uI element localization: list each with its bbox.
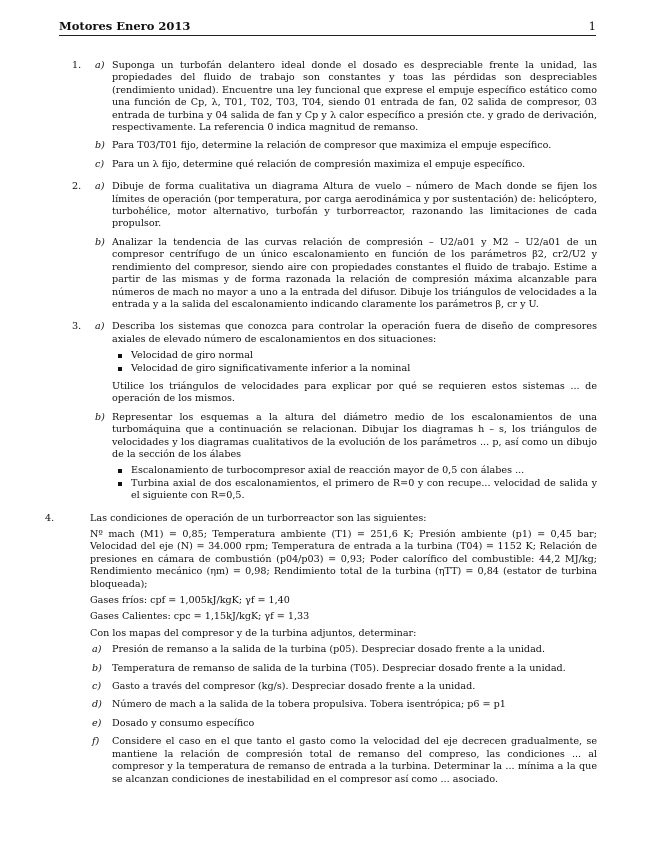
- part-text: Para un λ fijo, determine qué relación de compresión maximiza el empuje específico.: [112, 158, 526, 170]
- problem-number: 3.: [72, 321, 82, 333]
- problem-part: [92, 681, 597, 693]
- part-label: c): [92, 681, 102, 693]
- part-text: Para T03/T01 fijo, determine la relación de compresor que maximiza el empuje específico.: [112, 140, 552, 152]
- problem-4: [45, 512, 597, 786]
- problem-part: [95, 411, 597, 503]
- part-label: b): [92, 662, 102, 674]
- problem-parts: [90, 644, 597, 786]
- problem-number: 2.: [72, 181, 82, 193]
- page-header: [59, 19, 596, 36]
- part-text: Presión de remanso a la salida de la turbina (p05). Despreciar dosado frente a la unidad.: [112, 644, 545, 656]
- problem-part: [92, 699, 597, 711]
- cold-gas-properties: Gases fríos: cpf = 1,005kJ/kgK; γf = 1,40: [90, 595, 290, 607]
- list-item: Turbina axial de dos escalonamientos, el primero de R=0 y con recupe... velocidad de salida y el siguiente con R=0,5.: [118, 478, 597, 503]
- part-label: a): [95, 60, 105, 71]
- part-text: Gasto a través del compresor (kg/s). Despreciar dosado frente a la unidad.: [112, 681, 476, 693]
- part-label: c): [95, 158, 105, 170]
- part-text: Dosado y consumo específico: [112, 717, 255, 729]
- problem-part: [95, 60, 597, 134]
- part-label: b): [95, 236, 105, 248]
- problem-part: [92, 644, 597, 656]
- header-title: Motores Enero 2013: [59, 19, 191, 33]
- part-label: a): [95, 321, 105, 333]
- part-text: Número de mach a la salida de la tobera propulsiva. Tobera isentrópica; p6 = p1: [112, 699, 506, 711]
- problem-part: [95, 181, 597, 231]
- problem-part: [92, 736, 597, 786]
- part-label: d): [92, 699, 102, 711]
- bullet-list: [112, 465, 597, 502]
- maps-instruction: Con los mapas del compresor y de la turbina adjuntos, determinar:: [90, 627, 417, 639]
- list-item: Velocidad de giro normal: [118, 350, 597, 362]
- list-item: Velocidad de giro significativamente inferior a la nominal: [118, 363, 597, 375]
- part-label: a): [95, 181, 105, 193]
- problem-part: [92, 717, 597, 730]
- page-number: 1: [588, 19, 596, 33]
- problem-part: [95, 321, 597, 405]
- part-text: Utilice los triángulos de velocidades para explicar por qué se requieren estos sistemas ... de operación de los mismos.: [112, 380, 597, 405]
- part-text: Temperatura de remanso de salida de la turbina (T05). Despreciar dosado frente a la unidad.: [112, 662, 566, 674]
- problem-1: [59, 60, 597, 171]
- document-body: [45, 60, 597, 796]
- part-label: a): [92, 644, 102, 656]
- part-label: b): [95, 411, 105, 423]
- operating-conditions: Nº mach (M1) = 0,85; Temperatura ambiente (T1) = 251,6 K; Presión ambiente (p1) = 0,45 bar; Velocidad del eje (N) = 34.000 rpm; Temperatura de entrada a la turbina (T04) = 1152 K; Relación de presiones en cámara de combustión (p04/p03) = 0,93; Poder calorífico del combustible: 44,2 MJ/kg; Rendimiento mecánico (ηm) = 0,98; Rendimiento total de la turbina (ηTT) = 0,84 (estator de turbina bloqueada);: [90, 529, 597, 590]
- problem-number: 4.: [45, 512, 55, 524]
- problem-2: [59, 181, 597, 311]
- part-label: e): [92, 717, 102, 729]
- problem-number: 1.: [72, 60, 82, 71]
- hot-gas-properties: Gases Calientes: cpc = 1,15kJ/kgK; γf = 1,33: [90, 611, 310, 623]
- problem-3: [59, 321, 597, 502]
- problem-part: [95, 236, 597, 311]
- problem-part: [95, 140, 597, 152]
- part-label: f): [92, 736, 100, 748]
- part-text: Considere el caso en el que tanto el gasto como la velocidad del eje decrecen gradualmente, se mantiene la relación de compresión total de remanso del compreso, las condiciones ... al compresor y la temperatura de remanso de entrada a la turbina. Determinar la ... mínima a la que se alcanzan condiciones de inestabilidad en el compresor así como ... asociado.: [112, 736, 597, 785]
- bullet-list: [112, 350, 597, 375]
- part-text: Suponga un turbofán delantero ideal donde el dosado es despreciable frente la unidad, las propiedades del fluido de trabajo son constantes y toas las pérdidas son despreciables (rendimiento unidad). Encuentre una ley funcional que exprese el empuje específico estático como una función de Cp, λ, T01, T02, T03, T04, siendo 01 entrada de fan, 02 salida de compresor, 03 entrada de turbina y 04 salida de fan y Cp y λ calor específico a presión cte. y grado de derivación, respectivamente. La referencia 0 indica magnitud de remanso.: [112, 60, 597, 134]
- problem-part: [95, 158, 597, 171]
- problem-part: [92, 662, 597, 675]
- part-label: b): [95, 140, 105, 152]
- part-text: Dibuje de forma cualitativa un diagrama Altura de vuelo – número de Mach donde se fijen los límites de operación (por temperatura, por carga aerodinámica y por sustentación) de: helicóptero, turbohélice, motor alternativo, turbofán y turborreactor, razonando las limitaciones de cada propulsor.: [112, 181, 597, 230]
- list-item: Escalonamiento de turbocompresor axial de reacción mayor de 0,5 con álabes ...: [118, 465, 597, 477]
- problem-intro: Las condiciones de operación de un turborreactor son las siguientes:: [90, 512, 427, 524]
- part-text: Analizar la tendencia de las curvas relación de compresión – U2/a01 y M2 – U2/a01 de un compresor centrífugo de un único escalonamiento en función de los parámetros β2, cr2/U2 y rendimiento del compresor, siendo aire con propiedades constantes el fluido de trabajo. Estime a partir de las mismas y de forma razonada la relación de compresión máxima alcanzable para números de mach no mayor a uno a la entrada del difusor. Dibuje los triángulos de velocidades a la entrada y a la salida del escalonamiento indicando claramente los parámetros β, cr y U.: [112, 236, 597, 310]
- part-text: Representar los esquemas a la altura del diámetro medio de los escalonamientos de una turbomáquina que a continuación se relacionan. Dibujar los diagramas h – s, los triángulos de velocidades y los diagramas cualitativos de la evolución de los parámetros ... p, así como un dibujo de la sección de los álabes: [112, 411, 597, 460]
- part-text: Describa los sistemas que conozca para controlar la operación fuera de diseño de compresores axiales de elevado número de escalonamientos en dos situaciones:: [112, 321, 597, 345]
